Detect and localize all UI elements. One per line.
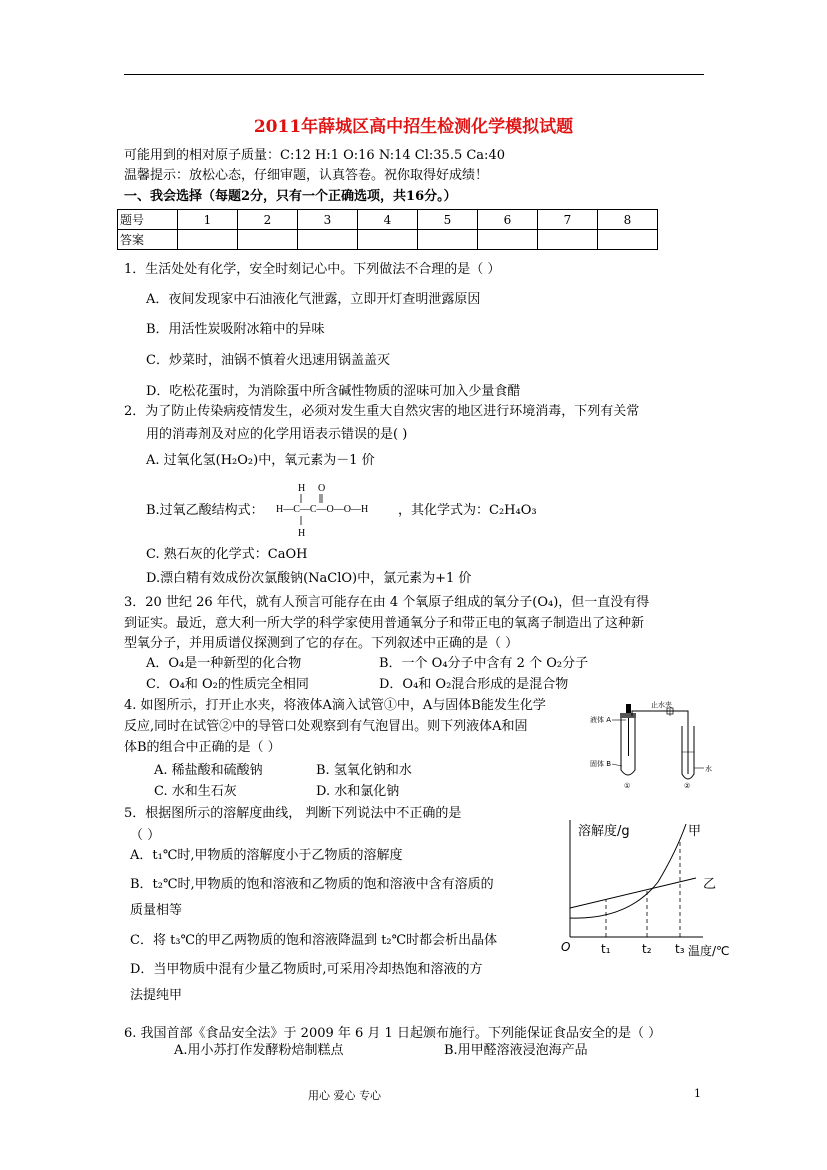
q1-option-b: B．用活性炭吸附冰箱中的异味 xyxy=(146,322,325,337)
label-tube-2: ② xyxy=(684,782,691,790)
tip-line: 温馨提示：放松心态，仔细审题，认真答卷。祝你取得好成绩！ xyxy=(124,168,489,183)
footer-motto: 用心 爱心 专心 xyxy=(308,1089,381,1102)
table-row xyxy=(118,230,658,250)
answer-cell[interactable] xyxy=(598,230,658,250)
table-cell: 3 xyxy=(298,210,358,230)
table-cell: 5 xyxy=(418,210,478,230)
tick-t1: t₁ xyxy=(601,942,611,956)
q5-line-1: 5．根据图所示的溶解度曲线， 判断下列说法中不正确的是 xyxy=(124,806,462,821)
table-cell: 答案 xyxy=(118,230,178,250)
q5-option-c: C．将 t₃℃的甲乙两物质的饱和溶液降温到 t₂℃时都会析出晶体 xyxy=(130,933,498,948)
label-tube-1: ① xyxy=(624,782,631,790)
graph-origin: O xyxy=(561,940,571,954)
answer-cell[interactable] xyxy=(478,230,538,250)
peracetic-acid-structure xyxy=(272,480,398,542)
q5-option-b-2: 质量相等 xyxy=(130,903,183,918)
q3-line-1: 3．20 世纪 26 年代，就有人预言可能存在由 4 个氧原子组成的氧分子(O₄)，但一直没有得 xyxy=(124,595,650,610)
q1-stem: 1．生活处处有化学，安全时刻记心中。下列做法不合理的是（ ） xyxy=(124,262,501,277)
header-rule xyxy=(124,74,704,75)
struct-o-top: O xyxy=(318,483,326,494)
q3-option-c: C．O₄和 O₂的性质完全相同 xyxy=(146,677,309,692)
q4-line-2: 反应,同时在试管②中的导管口处观察到有气泡冒出。则下列液体A和固 xyxy=(124,719,528,734)
answer-cell[interactable] xyxy=(178,230,238,250)
q2-stem-2: 用的消毒剂及对应的化学用语表示错误的是( ) xyxy=(146,427,408,442)
q1-option-a: A．夜间发现家中石油液化气泄露，立即开灯查明泄露原因 xyxy=(146,292,481,307)
q5-line-2: （ ） xyxy=(130,828,161,843)
answer-cell[interactable] xyxy=(358,230,418,250)
q2-option-b-formula: ，其化学式为：C₂H₄O₃ xyxy=(398,503,537,518)
graph-ylabel: 溶解度/g xyxy=(578,824,630,839)
q4-option-d: D. 水和氯化钠 xyxy=(316,784,400,799)
curve-label-jia: 甲 xyxy=(688,824,702,839)
q6-stem: 6. 我国首部《食品安全法》于 2009 年 6 月 1 日起颁布施行。下列能保证食品安全的是（ ） xyxy=(124,1026,662,1041)
solubility-graph xyxy=(558,812,738,962)
label-solid-b: 固体 B xyxy=(590,760,612,768)
q2-option-d: D.漂白精有效成份次氯酸钠(NaClO)中，氯元素为+1 价 xyxy=(146,571,472,586)
table-cell: 题号 xyxy=(118,210,178,230)
q5-option-d-1: D．当甲物质中混有少量乙物质时,可采用冷却热饱和溶液的方 xyxy=(130,962,483,977)
page-number: 1 xyxy=(694,1087,701,1100)
exam-title: 2011年薛城区高中招生检测化学模拟试题 xyxy=(253,117,574,137)
tick-t2: t₂ xyxy=(642,942,652,956)
apparatus-figure xyxy=(588,694,718,790)
graph-xlabel: 温度/℃ xyxy=(688,944,730,958)
table-row xyxy=(118,210,658,230)
answer-cell[interactable] xyxy=(238,230,298,250)
table-cell: 7 xyxy=(538,210,598,230)
answer-cell[interactable] xyxy=(298,230,358,250)
q3-line-2: 到证实。最近，意大利一所大学的科学家使用普通氧分子和带正电的氧离子制造出了这种新 xyxy=(124,616,645,631)
q3-line-3: 型氧分子，并用质谱仪探测到了它的存在。下列叙述中正确的是（ ） xyxy=(124,636,519,651)
q1-option-c: C．炒菜时，油锅不慎着火迅速用锅盖盖灭 xyxy=(146,353,390,368)
q6-option-a: A.用小苏打作发酵粉焙制糕点 xyxy=(174,1043,344,1058)
q5-option-d-2: 法提纯甲 xyxy=(130,988,183,1003)
label-clamp: 止水夹 xyxy=(651,701,672,709)
q2-option-a: A. 过氧化氢(H₂O₂)中，氧元素为－1 价 xyxy=(146,453,375,468)
q2-option-c: C. 熟石灰的化学式：CaOH xyxy=(146,547,308,562)
q4-line-1: 4. 如图所示，打开止水夹，将液体A滴入试管①中，A与固体B能发生化学 xyxy=(124,698,546,713)
label-water: 水 xyxy=(705,765,712,773)
q2-stem-1: 2．为了防止传染病疫情发生，必须对发生重大自然灾害的地区进行环境消毒，下列有关常 xyxy=(124,404,640,419)
table-cell: 8 xyxy=(598,210,658,230)
answer-table xyxy=(117,209,658,250)
section-heading: 一、我会选择（每题2分，只有一个正确选项，共16分。） xyxy=(124,189,457,204)
q3-option-a: A．O₄是一种新型的化合物 xyxy=(146,656,302,671)
q3-option-b: B．一个 O₄分子中含有 2 个 O₂分子 xyxy=(379,656,589,671)
table-cell: 1 xyxy=(178,210,238,230)
tick-t3: t₃ xyxy=(675,942,685,956)
atomic-mass-line: 可能用到的相对原子质量：C:12 H:1 O:16 N:14 Cl:35.5 Ca:40 xyxy=(124,148,505,163)
struct-main-chain: H—C—C—O—O—H xyxy=(276,504,369,515)
struct-h-bottom: H xyxy=(298,528,306,539)
answer-cell[interactable] xyxy=(538,230,598,250)
q4-option-b: B. 氢氧化钠和水 xyxy=(316,763,412,778)
q5-option-a: A．t₁℃时,甲物质的溶解度小于乙物质的溶解度 xyxy=(130,848,403,863)
q4-line-3: 体B的组合中正确的是（ ） xyxy=(124,740,281,755)
table-cell: 4 xyxy=(358,210,418,230)
answer-cell[interactable] xyxy=(418,230,478,250)
curve-label-yi: 乙 xyxy=(703,877,717,892)
q1-option-d: D．吃松花蛋时，为消除蛋中所含碱性物质的涩味可加入少量食醋 xyxy=(146,384,521,399)
q4-option-c: C. 水和生石灰 xyxy=(154,784,237,799)
table-cell: 6 xyxy=(478,210,538,230)
q6-option-b: B.用甲醛溶液浸泡海产品 xyxy=(444,1043,588,1058)
q3-option-d: D．O₄和 O₂混合形成的是混合物 xyxy=(379,677,569,692)
q2-option-b: B.过氧乙酸结构式： xyxy=(146,503,264,518)
label-liquid-a: 液体 A xyxy=(590,716,612,724)
struct-h-top: H xyxy=(298,483,306,494)
table-cell: 2 xyxy=(238,210,298,230)
q4-option-a: A. 稀盐酸和硫酸钠 xyxy=(154,763,263,778)
q5-option-b-1: B．t₂℃时,甲物质的饱和溶液和乙物质的饱和溶液中含有溶质的 xyxy=(130,877,494,892)
